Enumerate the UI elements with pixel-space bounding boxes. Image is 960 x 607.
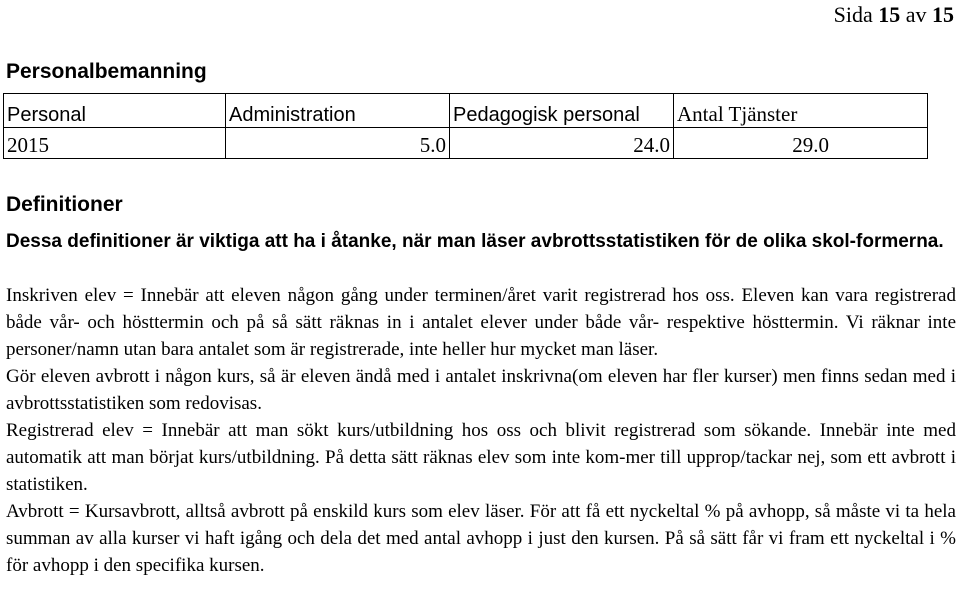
table-cell: 2015 [4,128,226,159]
column-header: Pedagogisk personal [450,94,674,128]
table-row [4,128,928,159]
definitions-body [6,282,956,579]
table-cell: 5.0 [226,128,450,159]
staffing-heading: Personalbemanning [6,60,207,83]
definition-paragraph: Avbrott = Kursavbrott, alltså avbrott på enskild kurs som elev läser. För att få ett nyckeltal % på avhopp, så måste vi ta hela summan av alla kurser vi haft igång och dela det med antal avhopp i just den kursen. På så sätt får vi fram ett nyckeltal i % för avhopp i den specifika kursen. [6,501,956,576]
table-header-row [4,94,928,128]
definitions-intro: Dessa definitioner är viktiga att ha i åtanke, när man läser avbrottsstatistiken för de olika skol-formerna. [6,231,944,252]
definition-paragraph: Gör eleven avbrott i någon kurs, så är eleven ändå med i antalet inskrivna(om eleven har fler kurser) men finns sedan med i avbrottsstatistiken som redovisas. [6,366,956,414]
definition-paragraph: Inskriven elev = Innebär att eleven någon gång under terminen/året varit registrerad hos oss. Eleven kan vara registrerad både vår- och hösttermin och på så sätt räknas in i antalet elever under både vår- respektive hösttermin. Vi räknar inte personer/namn utan bara antalet som är registrerade, inte heller hur mycket man läser. [6,285,956,360]
table-cell: 29.0 [674,128,928,159]
column-header: Personal [4,94,226,128]
page-number: Sida 15 av 15 [833,2,954,27]
column-header: Antal Tjänster [674,94,928,128]
column-header: Administration [226,94,450,128]
definition-paragraph: Registrerad elev = Innebär att man sökt kurs/utbildning hos oss och blivit registrerad som sökande. Innebär inte med automatik att man börjat kurs/utbildning. På detta sätt räknas elev som inte kom-mer till upprop/tackar nej, som ett avbrott i statistiken. [6,420,956,495]
table-cell: 24.0 [450,128,674,159]
staffing-table [3,93,928,159]
definitions-heading: Definitioner [6,193,123,216]
